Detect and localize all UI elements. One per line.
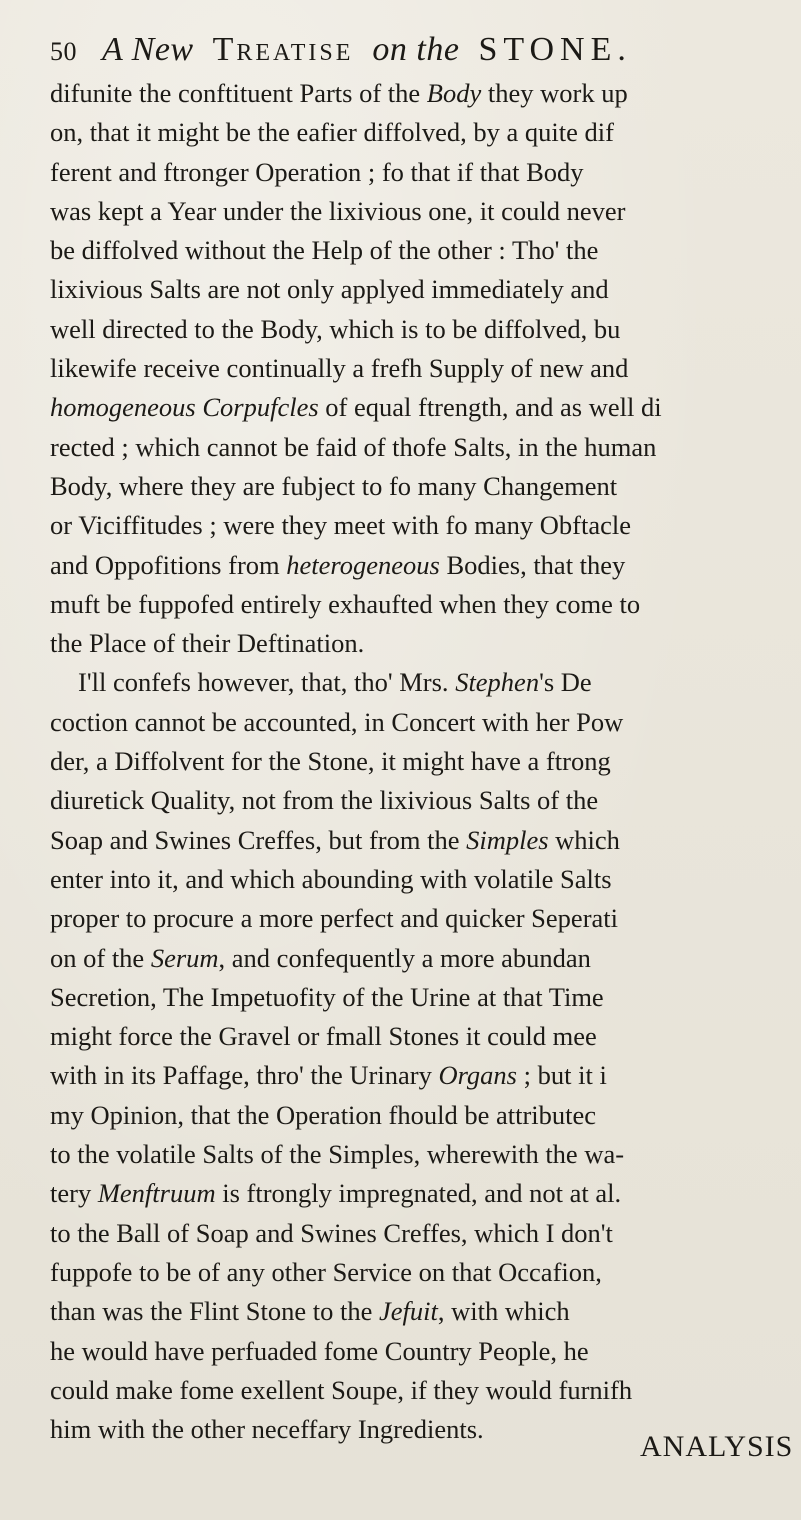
text-run: coction cannot be accounted, in Concert with her Pow [50, 706, 624, 737]
text-line [50, 1174, 801, 1213]
italic-text: Menftruum [97, 1178, 216, 1209]
body-text [50, 74, 801, 1449]
text-run: der, a Diffolvent for the Stone, it might have a ftrong [50, 746, 611, 777]
text-run: they work up [481, 78, 628, 108]
italic-text: homogeneous Corpufcles [50, 392, 319, 423]
text-run: proper to procure a more perfect and quicker Seperati [50, 903, 619, 934]
text-run: or Viciffitudes ; were they meet with fo many Obftacle [50, 510, 631, 541]
italic-text: Stephen [455, 667, 540, 698]
text-run: ; but it i [517, 1060, 607, 1091]
italic-text: heterogeneous [286, 549, 440, 580]
text-line [50, 74, 801, 113]
text-run: him with the other neceffary Ingredients. [50, 1414, 484, 1445]
text-run: was kept a Year under the lixivious one, it could never [50, 195, 626, 226]
text-line [50, 899, 801, 938]
running-head-on-the: on the [372, 31, 460, 68]
text-line [50, 1332, 801, 1371]
text-line [50, 1056, 801, 1095]
text-line [50, 1096, 801, 1135]
text-run: Soap and Swines Creffes, but from the [50, 824, 467, 855]
text-run: than was the Flint Stone to the [50, 1296, 380, 1327]
text-run: to the volatile Salts of the Simples, wherewith the wa- [50, 1139, 625, 1170]
text-run: with in its Paffage, thro' the Urinary [50, 1060, 439, 1091]
text-run: 's De [539, 667, 592, 698]
text-run: fuppofe to be of any other Service on that Occafion, [50, 1256, 602, 1287]
text-line [50, 349, 801, 388]
text-run: enter into it, and which abounding with volatile Salts [50, 863, 612, 894]
text-run: , with which [437, 1296, 570, 1327]
text-run: to the Ball of Soap and Swines Creffes, which I don't [50, 1217, 613, 1248]
text-run: Secretion, The Impetuofity of the Urine at that Time [50, 981, 604, 1012]
text-run: difunite the conftituent Parts of the [50, 78, 427, 108]
text-line [50, 1371, 801, 1410]
text-line [50, 585, 801, 624]
italic-text: Simples [466, 824, 549, 855]
text-run: be diffolved without the Help of the other : Tho' the [50, 235, 599, 266]
text-line [50, 978, 801, 1017]
italic-text: Serum [150, 942, 219, 973]
text-line [50, 467, 801, 506]
text-line [50, 192, 801, 231]
text-line [50, 1292, 801, 1331]
text-run: rected ; which cannot be faid of thofe Salts, in the human [50, 431, 657, 462]
text-line [50, 1214, 801, 1253]
text-line [50, 1017, 801, 1056]
text-run: well directed to the Body, which is to be diffolved, bu [50, 313, 621, 344]
text-run: likewife receive continually a frefh Supply of new and [50, 353, 629, 384]
text-run: Body, where they are fubject to fo many Changement [50, 470, 618, 501]
text-line [50, 388, 801, 427]
catchword: ANALYSIS [640, 1430, 794, 1463]
text-run: tery [50, 1178, 98, 1209]
text-line [50, 270, 801, 309]
italic-text: Jefuit [379, 1296, 438, 1327]
text-line [50, 742, 801, 781]
text-line [50, 231, 801, 270]
text-line [50, 860, 801, 899]
text-line [50, 821, 801, 860]
running-head [50, 28, 790, 72]
text-line [50, 153, 801, 192]
text-line [50, 310, 801, 349]
text-run: lixivious Salts are not only applyed immediately and [50, 274, 609, 305]
text-line [50, 703, 801, 742]
text-line [50, 781, 801, 820]
text-run: is ftrongly impregnated, and not at al. [215, 1178, 622, 1209]
italic-text: Organs [438, 1060, 517, 1091]
text-run: on of the [50, 942, 151, 973]
text-run: ferent and ftronger Operation ; fo that if that Body [50, 156, 584, 187]
text-run: and Oppofitions from [50, 549, 287, 580]
running-head-subject: STONE. [478, 31, 632, 68]
text-line [50, 624, 801, 663]
text-run: which [548, 824, 620, 855]
text-run: the Place of their Deftination. [50, 628, 365, 659]
page-number: 50 [50, 37, 77, 66]
text-line [50, 546, 801, 585]
text-line [50, 1253, 801, 1292]
text-line [50, 506, 801, 545]
running-head-treatise: Treatise [212, 31, 354, 68]
text-run: might force the Gravel or fmall Stones it could mee [50, 1021, 597, 1052]
text-line [50, 1135, 801, 1174]
text-run: muft be fuppofed entirely exhaufted when they come to [50, 588, 641, 619]
text-run: on, that it might be the eafier diffolved, by a quite dif [50, 117, 614, 148]
text-line [50, 663, 801, 702]
text-run: diuretick Quality, not from the lixivious Salts of the [50, 785, 599, 816]
text-run: my Opinion, that the Operation fhould be attributec [50, 1099, 597, 1130]
text-run: of equal ftrength, and as well di [318, 392, 662, 423]
text-run: Bodies, that they [439, 549, 626, 580]
text-line [50, 939, 801, 978]
text-run: I'll confefs however, that, tho' Mrs. [78, 667, 456, 698]
text-run: could make fome exellent Soupe, if they would furnifh [50, 1374, 633, 1405]
text-line [50, 428, 801, 467]
text-line [50, 113, 801, 152]
italic-text: Body [426, 78, 482, 108]
text-run: , and confequently a more abundan [218, 942, 591, 973]
text-run: he would have perfuaded fome Country People, he [50, 1335, 589, 1366]
running-head-a-new: A New [102, 31, 194, 68]
